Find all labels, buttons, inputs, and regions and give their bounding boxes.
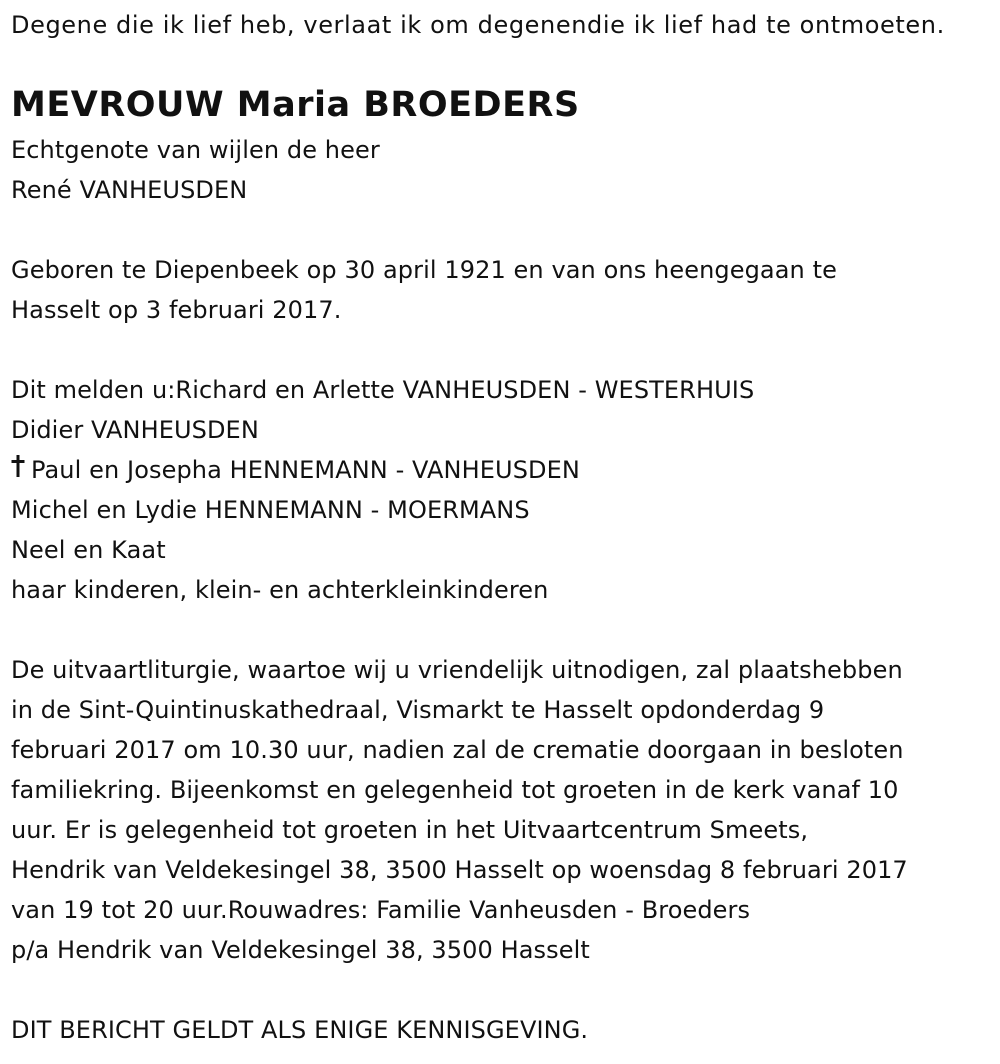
spacer <box>11 330 995 370</box>
funeral-line-7: van 19 tot 20 uur.Rouwadres: Familie Vanheusden - Broeders <box>11 896 751 924</box>
funeral-line-1: De uitvaartliturgie, waartoe wij u vriendelijk uitnodigen, zal plaatshebben <box>11 656 903 684</box>
spacer <box>11 970 995 1010</box>
cross-icon <box>11 454 25 478</box>
birth-death-line-2: Hasselt op 3 februari 2017. <box>11 296 342 324</box>
deceased-name: MEVROUW Maria BROEDERS <box>11 85 580 125</box>
funeral-line-6: Hendrik van Veldekesingel 38, 3500 Hasselt op woensdag 8 februari 2017 <box>11 856 908 884</box>
family-line-4: Michel en Lydie HENNEMANN - MOERMANS <box>11 496 530 524</box>
birth-death-line-1: Geboren te Diepenbeek op 30 april 1921 en van ons heengegaan te <box>11 256 837 284</box>
funeral-line-8: p/a Hendrik van Veldekesingel 38, 3500 Hasselt <box>11 936 590 964</box>
family-line-6: haar kinderen, klein- en achterkleinkinderen <box>11 576 549 604</box>
spouse-line-1: Echtgenote van wijlen de heer <box>11 136 380 164</box>
family-line-2: Didier VANHEUSDEN <box>11 416 259 444</box>
family-line-5: Neel en Kaat <box>11 536 166 564</box>
funeral-line-5: uur. Er is gelegenheid tot groeten in het Uitvaartcentrum Smeets, <box>11 816 809 844</box>
spacer <box>11 610 995 650</box>
funeral-line-4: familiekring. Bijeenkomst en gelegenheid tot groeten in de kerk vanaf 10 <box>11 776 899 804</box>
spouse-line-2: René VANHEUSDEN <box>11 176 248 204</box>
family-line-1: Dit melden u:Richard en Arlette VANHEUSDEN - WESTERHUIS <box>11 376 755 404</box>
death-notice <box>11 0 995 1050</box>
funeral-line-2: in de Sint-Quintinuskathedraal, Vismarkt te Hasselt opdonderdag 9 <box>11 696 825 724</box>
closing-notice: DIT BERICHT GELDT ALS ENIGE KENNISGEVING. <box>11 1016 589 1044</box>
motto: Degene die ik lief heb, verlaat ik om degenendie ik lief had te ontmoeten. <box>11 11 945 39</box>
family-line-3 <box>11 450 995 490</box>
family-line-3-text: Paul en Josepha HENNEMANN - VANHEUSDEN <box>31 456 580 484</box>
funeral-line-3: februari 2017 om 10.30 uur, nadien zal de crematie doorgaan in besloten <box>11 736 904 764</box>
spacer <box>11 210 995 250</box>
